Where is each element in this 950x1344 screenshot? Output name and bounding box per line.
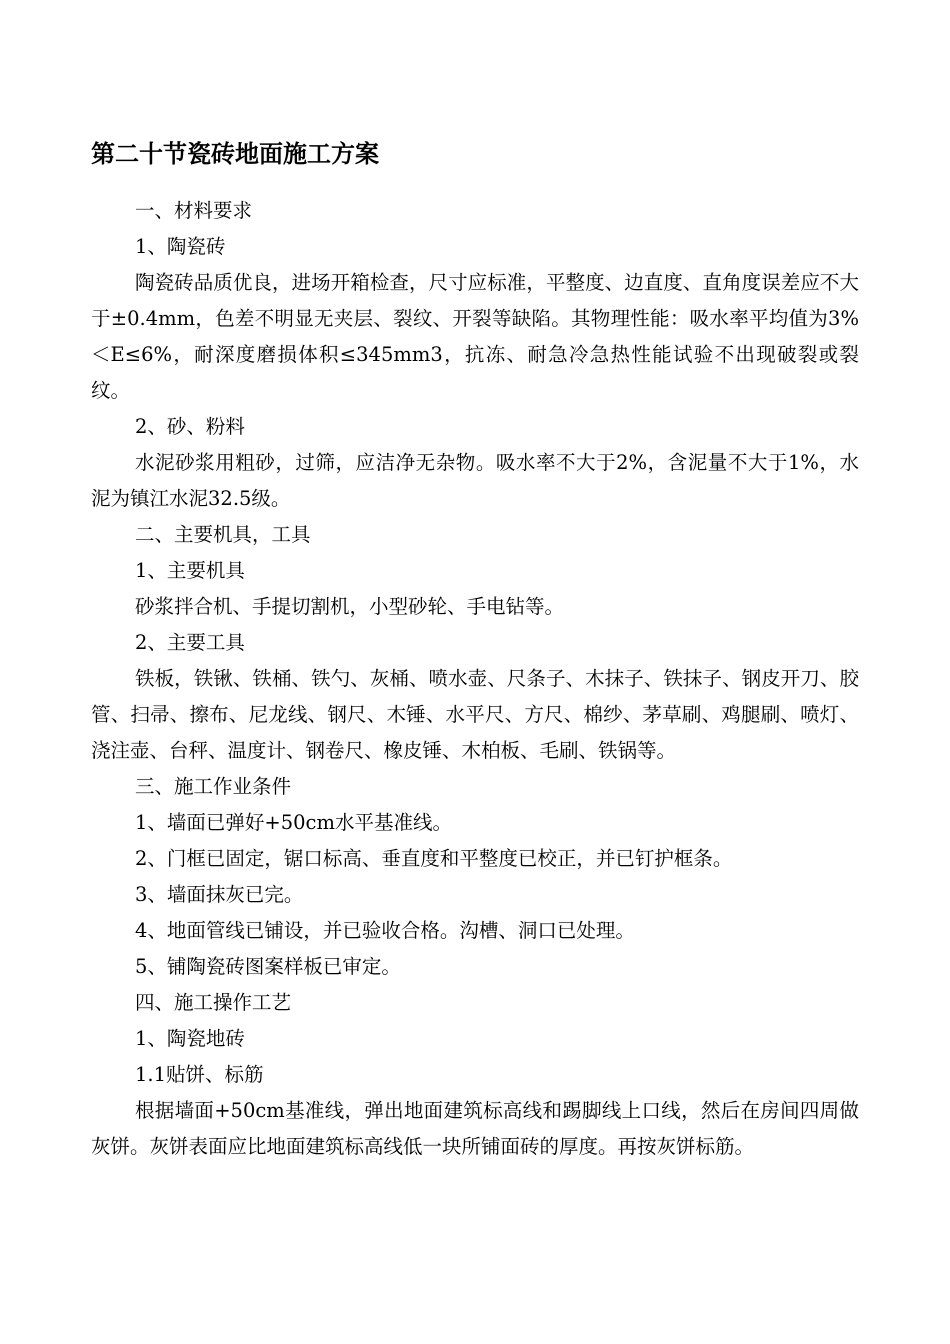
subheading-ceramic-floor-tile: 1、陶瓷地砖 (135, 1027, 245, 1050)
subheading-screed-marking: 1.1贴饼、标筋 (135, 1063, 264, 1086)
paragraph-machines-list: 砂浆拌合机、手提切割机，小型砂轮、手电钻等。 (135, 595, 565, 618)
paragraph-tools-list: 铁板，铁锹、铁桶、铁勺、灰桶、喷水壶、尺条子、木抹子、铁抹子、钢皮开刀、胶管、扫帚、擦布、尼龙线、钢尺、木锤、水平尺、方尺、棉纱、茅草刷、鸡腿刷、喷灯、浇注壶、台秤、温度计、钢卷尺、橡皮锤、木柏板、毛刷、铁锅等。 (91, 667, 859, 762)
paragraph-screed-marking: 根据墙面+50cm基准线，弹出地面建筑标高线和踢脚线上口线，然后在房间四周做灰饼。灰饼表面应比地面建筑标高线低一块所铺面砖的厚度。再按灰饼标筋。 (91, 1099, 859, 1158)
heading-machines-tools: 二、主要机具，工具 (135, 523, 311, 546)
list-item-condition-3: 3、墙面抹灰已完。 (135, 883, 304, 906)
list-item-condition-4: 4、地面管线已铺设，并已验收合格。沟槽、洞口已处理。 (135, 919, 635, 942)
list-item-condition-1: 1、墙面已弹好+50cm水平基准线。 (135, 811, 452, 834)
subheading-main-machines: 1、主要机具 (135, 559, 245, 582)
subheading-sand-powder: 2、砂、粉料 (135, 415, 245, 438)
heading-work-conditions: 三、施工作业条件 (135, 775, 292, 798)
paragraph-ceramic-tile-quality: 陶瓷砖品质优良，进场开箱检查，尺寸应标准，平整度、边直度、直角度误差应不大于±0.4mm，色差不明显无夹层、裂纹、开裂等缺陷。其物理性能：吸水率平均值为3%＜E≤6%，耐深度磨损体积≤345mm3，抗冻、耐急冷急热性能试验不出现破裂或裂纹。 (91, 271, 859, 402)
list-item-condition-5: 5、铺陶瓷砖图案样板已审定。 (135, 955, 401, 978)
heading-materials: 一、材料要求 (135, 199, 253, 222)
heading-operation-process: 四、施工操作工艺 (135, 991, 292, 1014)
list-item-condition-2: 2、门框已固定，锯口标高、垂直度和平整度已校正，并已钉护框条。 (135, 847, 733, 870)
paragraph-sand-cement: 水泥砂浆用粗砂，过筛，应洁净无杂物。吸水率不大于2%，含泥量不大于1%，水泥为镇江水泥32.5级。 (91, 451, 859, 510)
subheading-ceramic-tile: 1、陶瓷砖 (135, 235, 226, 258)
document-body (91, 193, 859, 1165)
subheading-main-tools: 2、主要工具 (135, 631, 245, 654)
document-title: 第二十节瓷砖地面施工方案 (91, 140, 379, 168)
